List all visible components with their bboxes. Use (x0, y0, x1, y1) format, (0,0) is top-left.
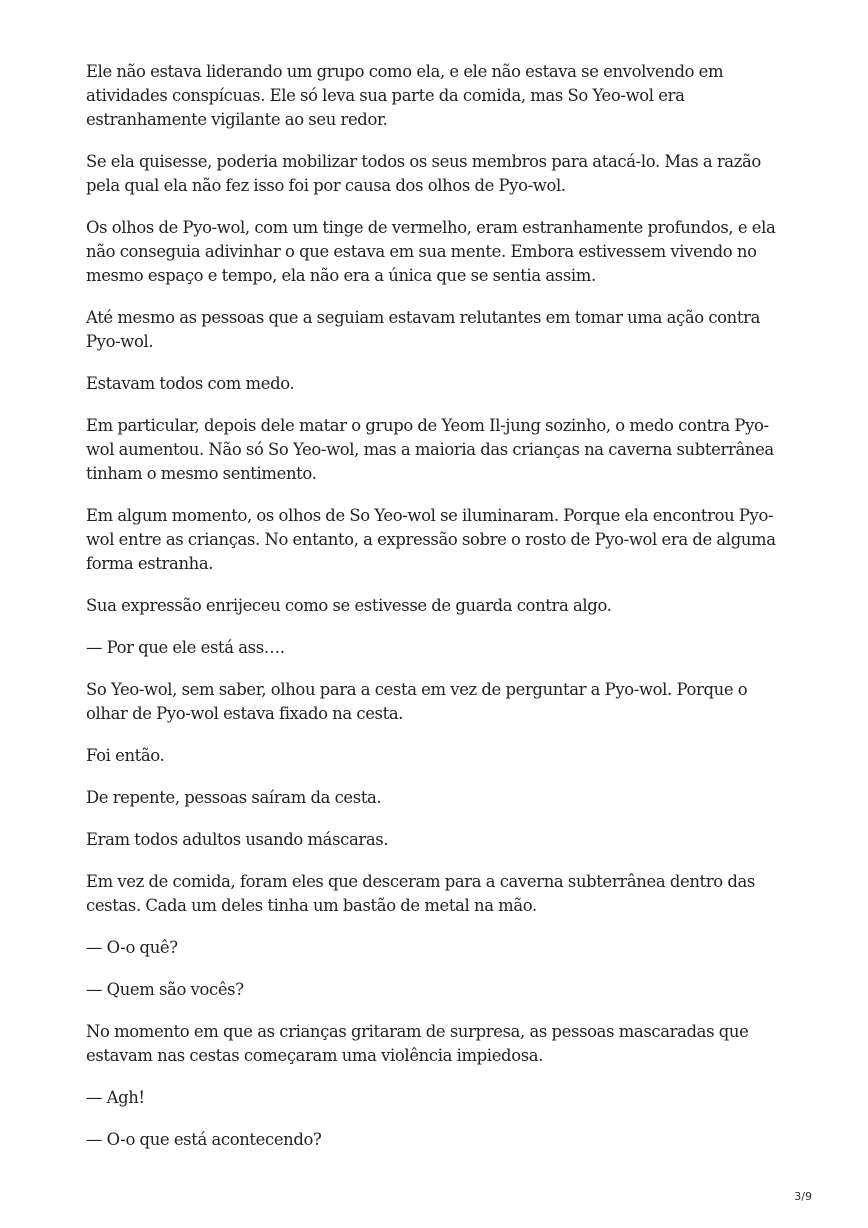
paragraph: Em particular, depois dele matar o grupo de Yeom Il-jung sozinho, o medo contra Pyo-wol aumentou. Não só So Yeo-wol, mas a maioria das crianças na caverna subterrânea tinham o mesmo sentimento. (86, 416, 774, 483)
paragraph: De repente, pessoas saíram da cesta. (86, 788, 382, 807)
paragraph: So Yeo-wol, sem saber, olhou para a cesta em vez de perguntar a Pyo-wol. Porque o olhar de Pyo-wol estava fixado na cesta. (86, 680, 748, 723)
paragraph: Eram todos adultos usando máscaras. (86, 830, 389, 849)
dialogue-line: — Por que ele está ass…. (86, 638, 285, 657)
dialogue-line: — Agh! (86, 1088, 145, 1107)
document-body (86, 60, 786, 1170)
paragraph: Foi então. (86, 746, 165, 765)
paragraph: Os olhos de Pyo-wol, com um tinge de vermelho, eram estranhamente profundos, e ela não conseguia adivinhar o que estava em sua mente. Embora estivessem vivendo no mesmo espaço e tempo, ela não era a única que se sentia assim. (86, 218, 776, 285)
paragraph: Ele não estava liderando um grupo como ela, e ele não estava se envolvendo em atividades conspícuas. Ele só leva sua parte da comida, mas So Yeo-wol era estranhamente vigilante ao seu redor. (86, 62, 724, 129)
paragraph: Em algum momento, os olhos de So Yeo-wol se iluminaram. Porque ela encontrou Pyo-wol entre as crianças. No entanto, a expressão sobre o rosto de Pyo-wol era de alguma forma estranha. (86, 506, 776, 573)
page-number: 3/9 (794, 1190, 812, 1203)
paragraph: No momento em que as crianças gritaram de surpresa, as pessoas mascaradas que estavam nas cestas começaram uma violência impiedosa. (86, 1022, 749, 1065)
paragraph: Até mesmo as pessoas que a seguiam estavam relutantes em tomar uma ação contra Pyo-wol. (86, 308, 761, 351)
paragraph: Se ela quisesse, poderia mobilizar todos os seus membros para atacá-lo. Mas a razão pela qual ela não fez isso foi por causa dos olhos de Pyo-wol. (86, 152, 761, 195)
dialogue-line: — Quem são vocês? (86, 980, 244, 999)
paragraph: Em vez de comida, foram eles que desceram para a caverna subterrânea dentro das cestas. Cada um deles tinha um bastão de metal na mão. (86, 872, 755, 915)
dialogue-line: — O-o quê? (86, 938, 178, 957)
paragraph: Estavam todos com medo. (86, 374, 295, 393)
dialogue-line: — O-o que está acontecendo? (86, 1130, 322, 1149)
paragraph: Sua expressão enrijeceu como se estivesse de guarda contra algo. (86, 596, 612, 615)
